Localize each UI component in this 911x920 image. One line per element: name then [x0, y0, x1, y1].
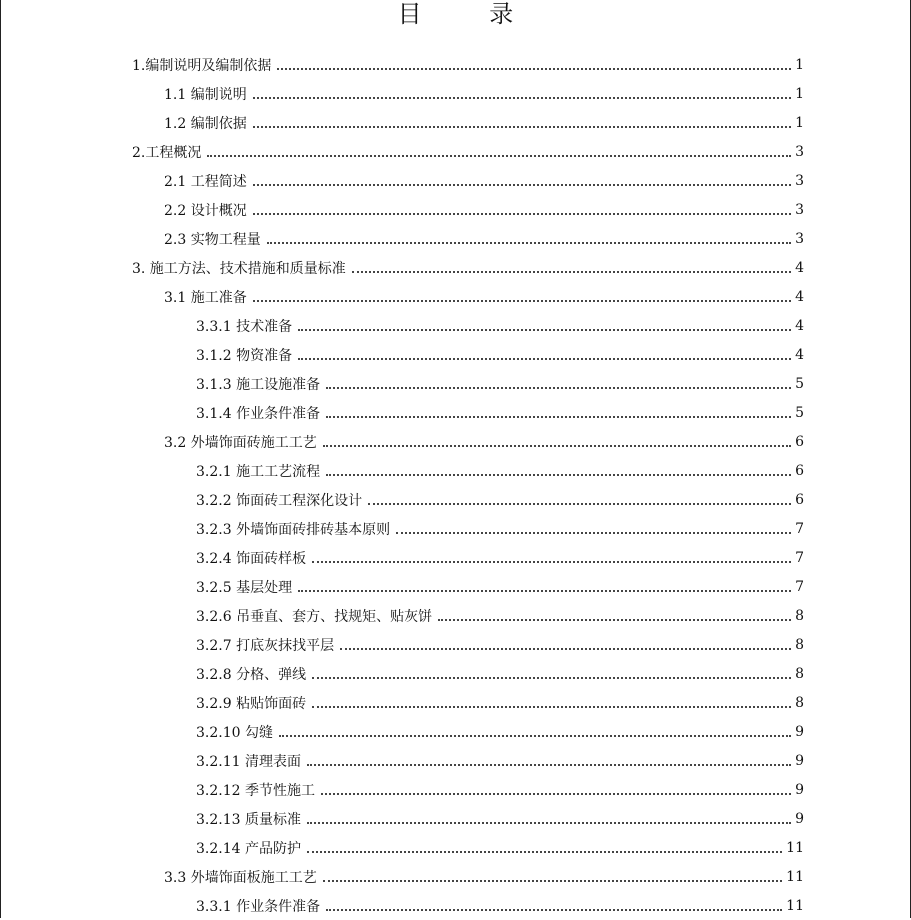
toc-entry[interactable] — [196, 456, 804, 485]
toc-entry[interactable] — [196, 369, 804, 398]
toc-leader-dots — [253, 112, 791, 128]
toc-entry[interactable] — [132, 137, 804, 166]
toc-leader-dots — [352, 257, 791, 273]
toc-entry-label: 3.3 外墙饰面板施工工艺 — [164, 869, 317, 886]
toc-title: 目 录 — [397, 0, 544, 28]
toc-entry-label: 1.2 编制依据 — [164, 115, 247, 132]
toc-entry-page-number: 7 — [795, 578, 804, 595]
toc-leader-dots — [253, 170, 791, 186]
toc-entry[interactable] — [196, 688, 804, 717]
toc-leader-dots — [368, 489, 791, 505]
toc-entry[interactable] — [196, 572, 804, 601]
toc-entry[interactable] — [164, 79, 804, 108]
toc-entry-label: 1.编制说明及编制依据 — [132, 57, 272, 74]
toc-leader-dots — [326, 373, 791, 389]
toc-entry-page-number: 9 — [795, 781, 804, 798]
toc-entry-page-number: 3 — [795, 143, 804, 160]
toc-leader-dots — [267, 228, 791, 244]
toc-entry-label: 3.2.11 清理表面 — [196, 753, 301, 770]
toc-entry-label: 3.3.1 作业条件准备 — [196, 898, 321, 915]
toc-leader-dots — [340, 634, 791, 650]
toc-leader-dots — [326, 895, 782, 911]
toc-entry-label: 3.2.1 施工工艺流程 — [196, 463, 321, 480]
toc-entry-label: 3.2 外墙饰面砖施工工艺 — [164, 434, 317, 451]
toc-entry-page-number: 9 — [795, 723, 804, 740]
toc-entry[interactable] — [164, 108, 804, 137]
toc-entry-label: 3.2.2 饰面砖工程深化设计 — [196, 492, 363, 509]
toc-entry[interactable] — [196, 630, 804, 659]
toc-entry-label: 3.1.3 施工设施准备 — [196, 376, 321, 393]
toc-entry[interactable] — [164, 195, 804, 224]
toc-entry-page-number: 8 — [795, 636, 804, 653]
toc-entry-page-number: 5 — [795, 404, 804, 421]
toc-entry-label: 2.2 设计概况 — [164, 202, 247, 219]
toc-entry-page-number: 6 — [795, 491, 804, 508]
toc-entry-label: 3.2.3 外墙饰面砖排砖基本原则 — [196, 521, 391, 538]
toc-entry-label: 3.2.10 勾缝 — [196, 724, 273, 741]
toc-entry[interactable] — [196, 340, 804, 369]
toc-entry-label: 3.2.4 饰面砖样板 — [196, 550, 307, 567]
toc-entry[interactable] — [196, 746, 804, 775]
toc-leader-dots — [253, 83, 791, 99]
toc-entry[interactable] — [196, 891, 804, 920]
toc-entry[interactable] — [196, 398, 804, 427]
toc-entry[interactable] — [164, 224, 804, 253]
toc-entry-page-number: 1 — [795, 85, 804, 102]
toc-leader-dots — [207, 141, 791, 157]
toc-entry-page-number: 8 — [795, 607, 804, 624]
toc-leader-dots — [307, 808, 791, 824]
toc-entry[interactable] — [196, 775, 804, 804]
toc-entry[interactable] — [196, 601, 804, 630]
toc-leader-dots — [438, 605, 791, 621]
toc-leader-dots — [326, 402, 791, 418]
toc-entry-page-number: 3 — [795, 230, 804, 247]
toc-entry-label: 3.1.2 物资准备 — [196, 347, 293, 364]
toc-entry[interactable] — [196, 514, 804, 543]
toc-entry[interactable] — [196, 804, 804, 833]
toc-entry[interactable] — [132, 253, 804, 282]
toc-entry-page-number: 4 — [795, 317, 804, 334]
toc-entry[interactable] — [164, 282, 804, 311]
toc-leader-dots — [307, 837, 782, 853]
toc-entry[interactable] — [164, 862, 804, 891]
toc-entry-page-number: 3 — [795, 172, 804, 189]
toc-entry-label: 3.1.4 作业条件准备 — [196, 405, 321, 422]
toc-entry-page-number: 5 — [795, 375, 804, 392]
toc-leader-dots — [298, 315, 791, 331]
toc-entry[interactable] — [196, 485, 804, 514]
toc-entry-label: 3.2.5 基层处理 — [196, 579, 293, 596]
toc-entry[interactable] — [164, 166, 804, 195]
toc-entry-page-number: 4 — [795, 346, 804, 363]
toc-entry-label: 2.3 实物工程量 — [164, 231, 261, 248]
toc-entry-label: 3.2.6 吊垂直、套方、找规矩、贴灰饼 — [196, 608, 433, 625]
toc-entry-label: 2.1 工程简述 — [164, 173, 247, 190]
toc-entry-label: 3. 施工方法、技术措施和质量标准 — [132, 260, 346, 277]
toc-entry-label: 3.2.12 季节性施工 — [196, 782, 315, 799]
toc-entry-page-number: 7 — [795, 549, 804, 566]
toc-entry-label: 2.工程概况 — [132, 144, 202, 161]
toc-entry-page-number: 6 — [795, 462, 804, 479]
toc-entry-page-number: 11 — [786, 897, 804, 914]
toc-leader-dots — [298, 344, 791, 360]
toc-leader-dots — [326, 460, 791, 476]
toc-entry-page-number: 7 — [795, 520, 804, 537]
toc-entry-label: 3.2.7 打底灰抹找平层 — [196, 637, 335, 654]
toc-entry[interactable] — [164, 427, 804, 456]
toc-entry-label: 3.1 施工准备 — [164, 289, 247, 306]
toc-leader-dots — [312, 547, 791, 563]
toc-entry-label: 3.2.8 分格、弹线 — [196, 666, 307, 683]
toc-leader-dots — [323, 431, 791, 447]
toc-entry[interactable] — [196, 659, 804, 688]
toc-leader-dots — [279, 721, 791, 737]
toc-entry-label: 3.2.13 质量标准 — [196, 811, 301, 828]
toc-entry-page-number: 11 — [786, 839, 804, 856]
toc-entry[interactable] — [196, 543, 804, 572]
toc-leader-dots — [312, 663, 791, 679]
toc-entry-page-number: 11 — [786, 868, 804, 885]
toc-leader-dots — [277, 54, 791, 70]
toc-entry-page-number: 3 — [795, 201, 804, 218]
toc-leader-dots — [298, 576, 791, 592]
toc-entry[interactable] — [196, 833, 804, 862]
toc-entry-page-number: 4 — [795, 259, 804, 276]
toc-leader-dots — [396, 518, 791, 534]
toc-entry-page-number: 8 — [795, 665, 804, 682]
toc-entry[interactable] — [196, 311, 804, 340]
toc-entry-label: 1.1 编制说明 — [164, 86, 247, 103]
toc-leader-dots — [312, 692, 791, 708]
toc-entry[interactable] — [196, 717, 804, 746]
toc-leader-dots — [253, 286, 791, 302]
toc-entry-page-number: 1 — [795, 56, 804, 73]
toc-entry-page-number: 9 — [795, 752, 804, 769]
toc-entry-page-number: 9 — [795, 810, 804, 827]
toc-leader-dots — [307, 750, 791, 766]
toc-entry[interactable] — [132, 50, 804, 79]
toc-entry-label: 3.2.9 粘贴饰面砖 — [196, 695, 307, 712]
toc-leader-dots — [323, 866, 782, 882]
toc-entry-label: 3.3.1 技术准备 — [196, 318, 293, 335]
toc-leader-dots — [321, 779, 791, 795]
toc-entry-page-number: 4 — [795, 288, 804, 305]
toc-entry-page-number: 8 — [795, 694, 804, 711]
toc-entry-label: 3.2.14 产品防护 — [196, 840, 301, 857]
toc-entry-page-number: 1 — [795, 114, 804, 131]
toc-leader-dots — [253, 199, 791, 215]
toc-entry-page-number: 6 — [795, 433, 804, 450]
